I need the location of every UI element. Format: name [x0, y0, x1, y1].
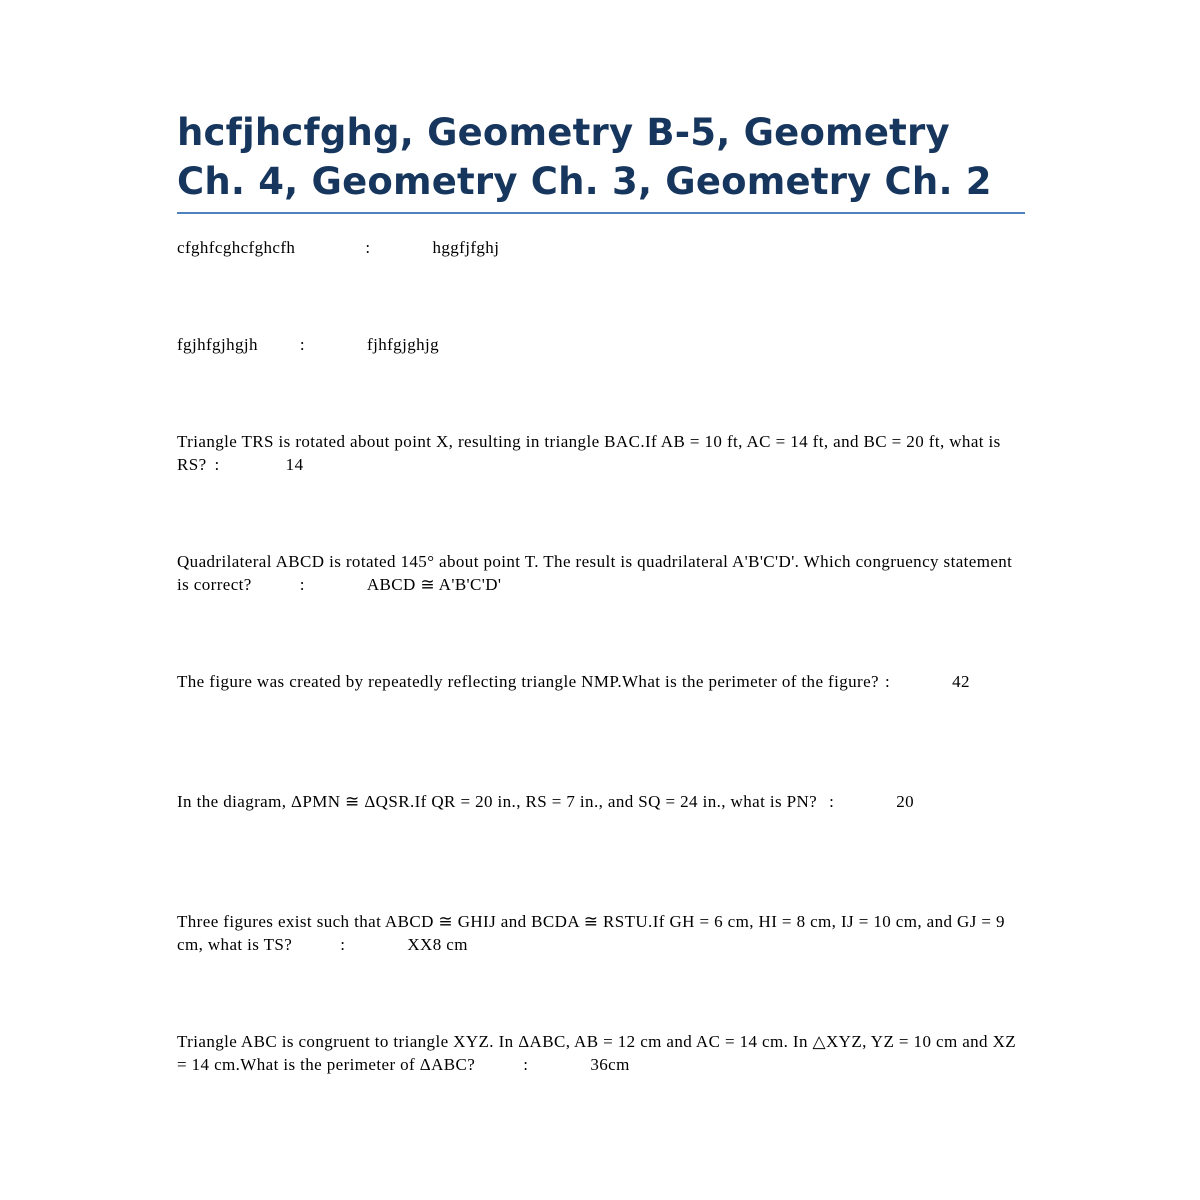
answer-text: 36cm — [590, 1055, 630, 1074]
separator: : — [885, 672, 891, 691]
answer-text: hggfjfghj — [432, 238, 500, 257]
answer-text: XX8 cm — [407, 935, 468, 954]
separator: : — [299, 575, 305, 594]
answer-text: ABCD ≅ A'B'C'D' — [366, 575, 502, 594]
separator: : — [340, 935, 346, 954]
document-page — [177, 108, 1025, 1074]
question-text: Three figures exist such that ABCD ≅ GHIJ and BCDA ≅ RSTU.If GH = 6 cm, HI = 8 cm, IJ = 10 cm, and GJ = 9 cm, what is TS? — [177, 912, 1005, 954]
qa-item — [177, 910, 1025, 956]
answer-text: fjhfgjghjg — [367, 335, 440, 354]
question-text: cfghfcghcfghcfh — [177, 238, 296, 257]
separator: : — [214, 455, 220, 474]
document-title: hcfjhcfghg, Geometry B-5, Geometry Ch. 4, Geometry Ch. 3, Geometry Ch. 2 — [177, 108, 1025, 214]
qa-item — [177, 670, 1025, 693]
qa-item — [177, 550, 1025, 596]
answer-text: 14 — [285, 455, 304, 474]
separator: : — [365, 238, 371, 257]
question-text: fgjhfgjhgjh — [177, 335, 258, 354]
answer-text: 20 — [896, 792, 915, 811]
question-text: Triangle TRS is rotated about point X, resulting in triangle BAC.If AB = 10 ft, AC = 14 ft, and BC = 20 ft, what is RS? — [177, 432, 1001, 474]
qa-item — [177, 1030, 1025, 1076]
question-text: Quadrilateral ABCD is rotated 145° about point T. The result is quadrilateral A'B'C'D'. Which congruency statement is correct? — [177, 552, 1013, 594]
separator: : — [523, 1055, 529, 1074]
qa-item — [177, 236, 1025, 259]
qa-item — [177, 333, 1025, 356]
separator: : — [299, 335, 306, 354]
qa-item — [177, 790, 1025, 813]
question-text: In the diagram, ΔPMN ≅ ΔQSR.If QR = 20 in., RS = 7 in., and SQ = 24 in., what is PN? — [177, 792, 818, 811]
question-text: The figure was created by repeatedly reflecting triangle NMP.What is the perimeter of the figure? — [177, 672, 879, 691]
separator: : — [829, 792, 835, 811]
qa-item — [177, 430, 1025, 476]
answer-text: 42 — [952, 672, 970, 691]
question-text: Triangle ABC is congruent to triangle XYZ. In ΔABC, AB = 12 cm and AC = 14 cm. In △XYZ, YZ = 10 cm and XZ = 14 cm.What is the perimeter of ΔABC? — [177, 1032, 1017, 1074]
